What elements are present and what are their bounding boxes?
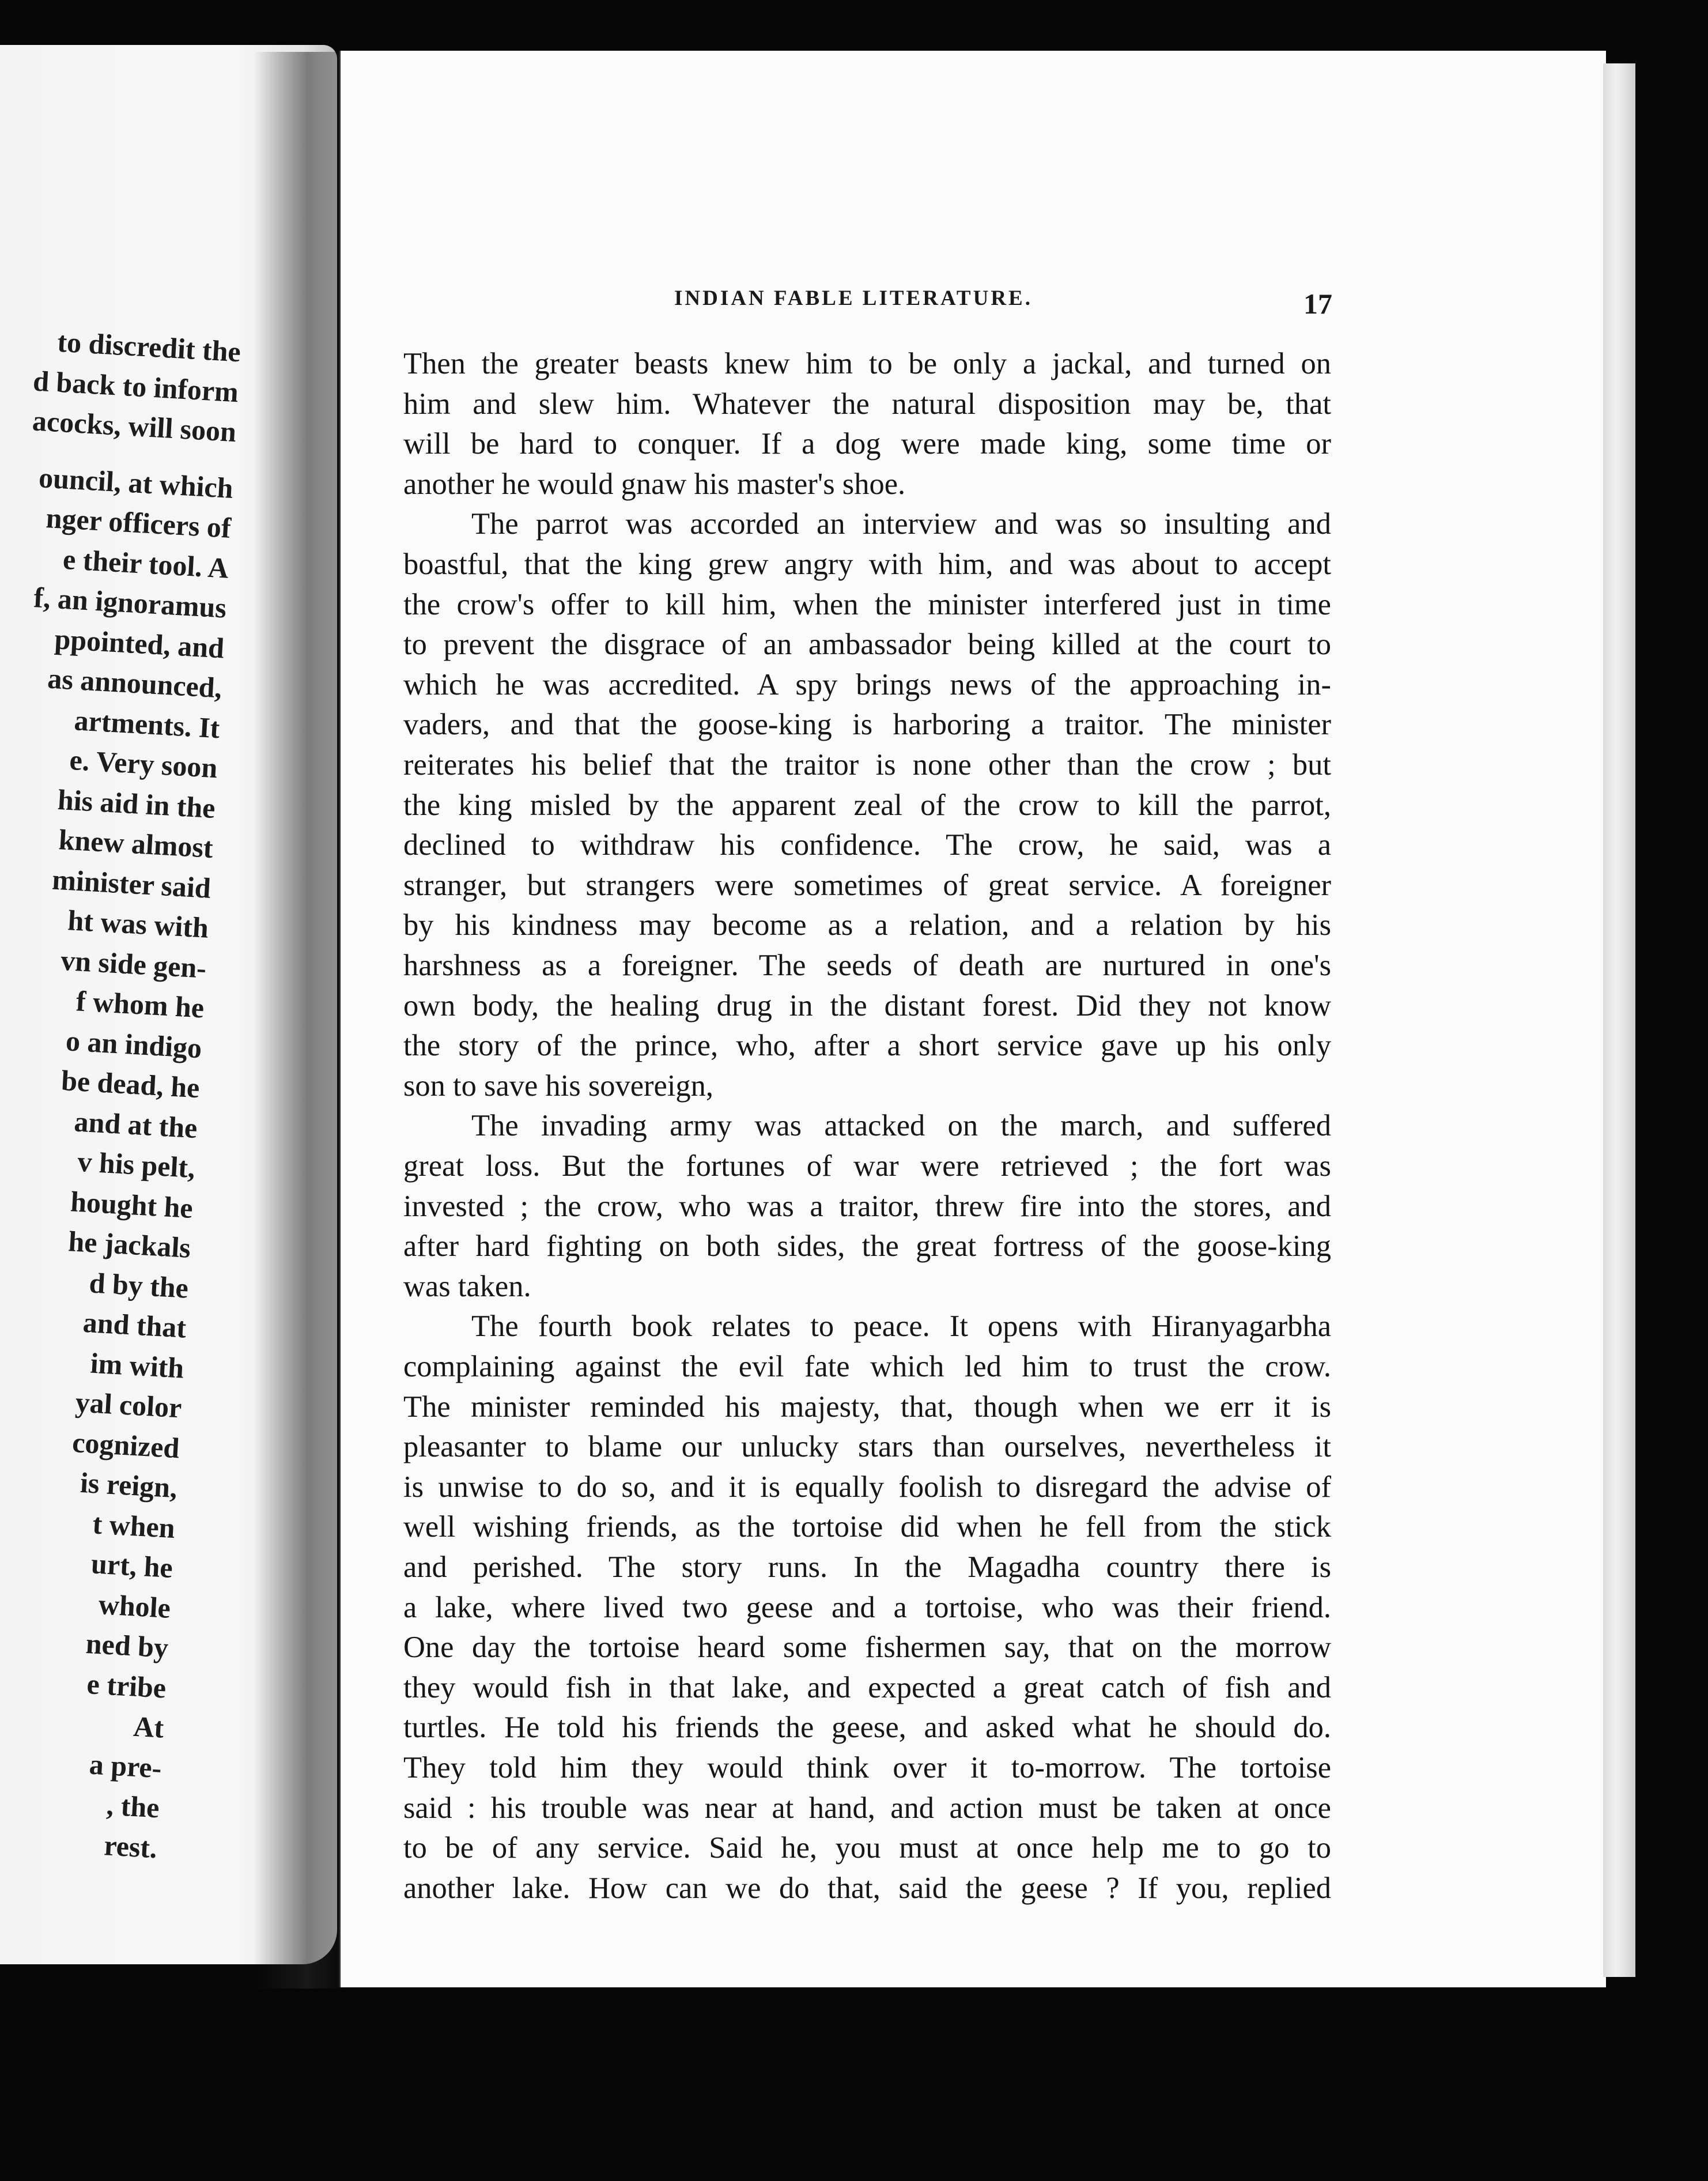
body-line: The fourth book relates to peace. It opens with Hiranyagarbha (471, 1310, 1331, 1344)
body-line: well wishing friends, as the tortoise did when he fell from the stick (403, 1510, 1331, 1544)
body-line: harshness as a foreigner. The seeds of death are nurtured in one's (403, 949, 1331, 982)
body-line: own body, the healing drug in the distant forest. Did they not know (403, 988, 1331, 1022)
body-line: the story of the prince, who, after a short service gave up his only (403, 1029, 1331, 1063)
body-line: vaders, and that the goose-king is harboring a traitor. The minister (403, 708, 1331, 742)
left-page-line: and at the (73, 1104, 199, 1144)
body-line: was taken. (403, 1269, 531, 1303)
left-page-line: and that (82, 1305, 187, 1344)
body-line: said : his trouble was near at hand, and action must be taken at once (403, 1791, 1331, 1825)
body-text (403, 344, 1331, 1911)
body-line: reiterates his belief that the traitor is none other than the crow ; but (403, 748, 1331, 782)
body-line: another lake. How can we do that, said the geese ? If you, replied (403, 1871, 1331, 1905)
left-page-line: nger officers of (45, 501, 232, 544)
page-number: 17 (1303, 288, 1332, 320)
body-line: a lake, where lived two geese and a tortoise, who was their friend. (403, 1590, 1331, 1624)
left-page-line: f, an ignoramus (33, 581, 228, 624)
body-line: Then the greater beasts knew him to be only a jackal, and turned on (403, 347, 1331, 380)
left-page-line: rest. (103, 1828, 158, 1864)
left-page-line: ht was with (67, 904, 210, 944)
body-line: pleasanter to blame our unlucky stars than ourselves, nevertheless it (403, 1430, 1331, 1464)
body-line: him and slew him. Whatever the natural disposition may be, that (403, 387, 1331, 421)
left-page-line: ppointed, and (54, 622, 225, 665)
body-line: will be hard to conquer. If a dog were made king, some time or (403, 427, 1331, 461)
left-page-line: v his pelt, (77, 1145, 197, 1184)
body-line: declined to withdraw his confidence. The crow, he said, was a (403, 828, 1331, 862)
body-line: to prevent the disgrace of an ambassador being killed at the court to (403, 628, 1331, 662)
left-page-line: a pre- (88, 1748, 163, 1784)
left-page-line: artments. It (73, 703, 221, 744)
left-page-line: e their tool. A (62, 542, 230, 584)
page-edge (1603, 63, 1635, 1977)
body-line: The minister reminded his majesty, that, though when we err it is (403, 1390, 1331, 1424)
body-line: turtles. He told his friends the geese, and asked what he should do. (403, 1711, 1331, 1745)
body-line: They told him they would think over it to-morrow. The tortoise (403, 1751, 1331, 1784)
left-page-line: yal color (74, 1386, 183, 1424)
left-page-line: cognized (71, 1425, 180, 1464)
body-line: invested ; the crow, who was a traitor, threw fire into the stores, and (403, 1189, 1331, 1223)
body-line: another he would gnaw his master's shoe. (403, 467, 906, 501)
left-page-line: whole (97, 1587, 172, 1624)
body-line: the king misled by the apparent zeal of the crow to kill the parrot, (403, 788, 1331, 822)
left-page-line: d by the (88, 1266, 190, 1304)
body-line: and perished. The story runs. In the Magadha country there is (403, 1550, 1331, 1584)
running-head: INDIAN FABLE LITERATURE. (674, 286, 1033, 310)
left-page-line: im with (89, 1346, 185, 1384)
left-page-line: t when (92, 1507, 176, 1544)
left-page-line: minister said (51, 863, 212, 904)
body-line: after hard fighting on both sides, the great fortress of the goose-king (403, 1229, 1331, 1263)
left-page-line: be dead, he (60, 1064, 201, 1104)
body-line: which he was accredited. A spy brings news of the approaching in- (403, 667, 1331, 701)
left-page-line: as announced, (47, 662, 223, 704)
body-line: complaining against the evil fate which led him to trust the crow. (403, 1350, 1331, 1383)
left-page-line: vn side gen- (59, 944, 207, 984)
body-line: they would fish in that lake, and expected a great catch of fish and (403, 1670, 1331, 1704)
body-line: One day the tortoise heard some fishermen say, that on the morrow (403, 1631, 1331, 1665)
body-line: by his kindness may become as a relation, and a relation by his (403, 908, 1331, 942)
left-page-line: acocks, will soon (31, 404, 237, 448)
left-page-line: o an indigo (65, 1024, 203, 1064)
body-line: son to save his sovereign, (403, 1069, 714, 1103)
left-page-line: , the (105, 1788, 161, 1824)
body-line: is unwise to do so, and it is equally foolish to disregard the advise of (403, 1470, 1331, 1504)
book-gutter-shadow (254, 52, 352, 1988)
left-page-line: to discredit the (56, 325, 242, 368)
left-page-line: f whom he (75, 984, 205, 1024)
left-page-line: At (133, 1710, 165, 1744)
body-line: the crow's offer to kill him, when the minister interfered just in time (403, 587, 1331, 621)
body-line: The parrot was accorded an interview and was so insulting and (471, 507, 1331, 541)
body-line: great loss. But the fortunes of war were retrieved ; the fort was (403, 1149, 1331, 1183)
body-line: stranger, but strangers were sometimes of great service. A foreigner (403, 868, 1331, 902)
body-line: to be of any service. Said he, you must at once help me to go to (403, 1831, 1331, 1865)
left-page-line: is reign, (79, 1466, 179, 1504)
left-page-line: hought he (69, 1184, 194, 1224)
left-page-line: ouncil, at which (37, 461, 235, 504)
left-page-line: he jackals (67, 1225, 192, 1264)
left-page-line: ned by (85, 1627, 169, 1664)
left-page-line: d back to inform (32, 364, 240, 408)
left-page-line: e. Very soon (69, 743, 218, 784)
left-page-line: his aid in the (56, 783, 217, 824)
left-page-line: e tribe (86, 1667, 167, 1704)
body-line: boastful, that the king grew angry with him, and was about to accept (403, 548, 1331, 581)
left-page-line: urt, he (90, 1547, 174, 1584)
body-line: The invading army was attacked on the march, and suffered (471, 1109, 1331, 1143)
left-page-line: knew almost (58, 823, 214, 865)
